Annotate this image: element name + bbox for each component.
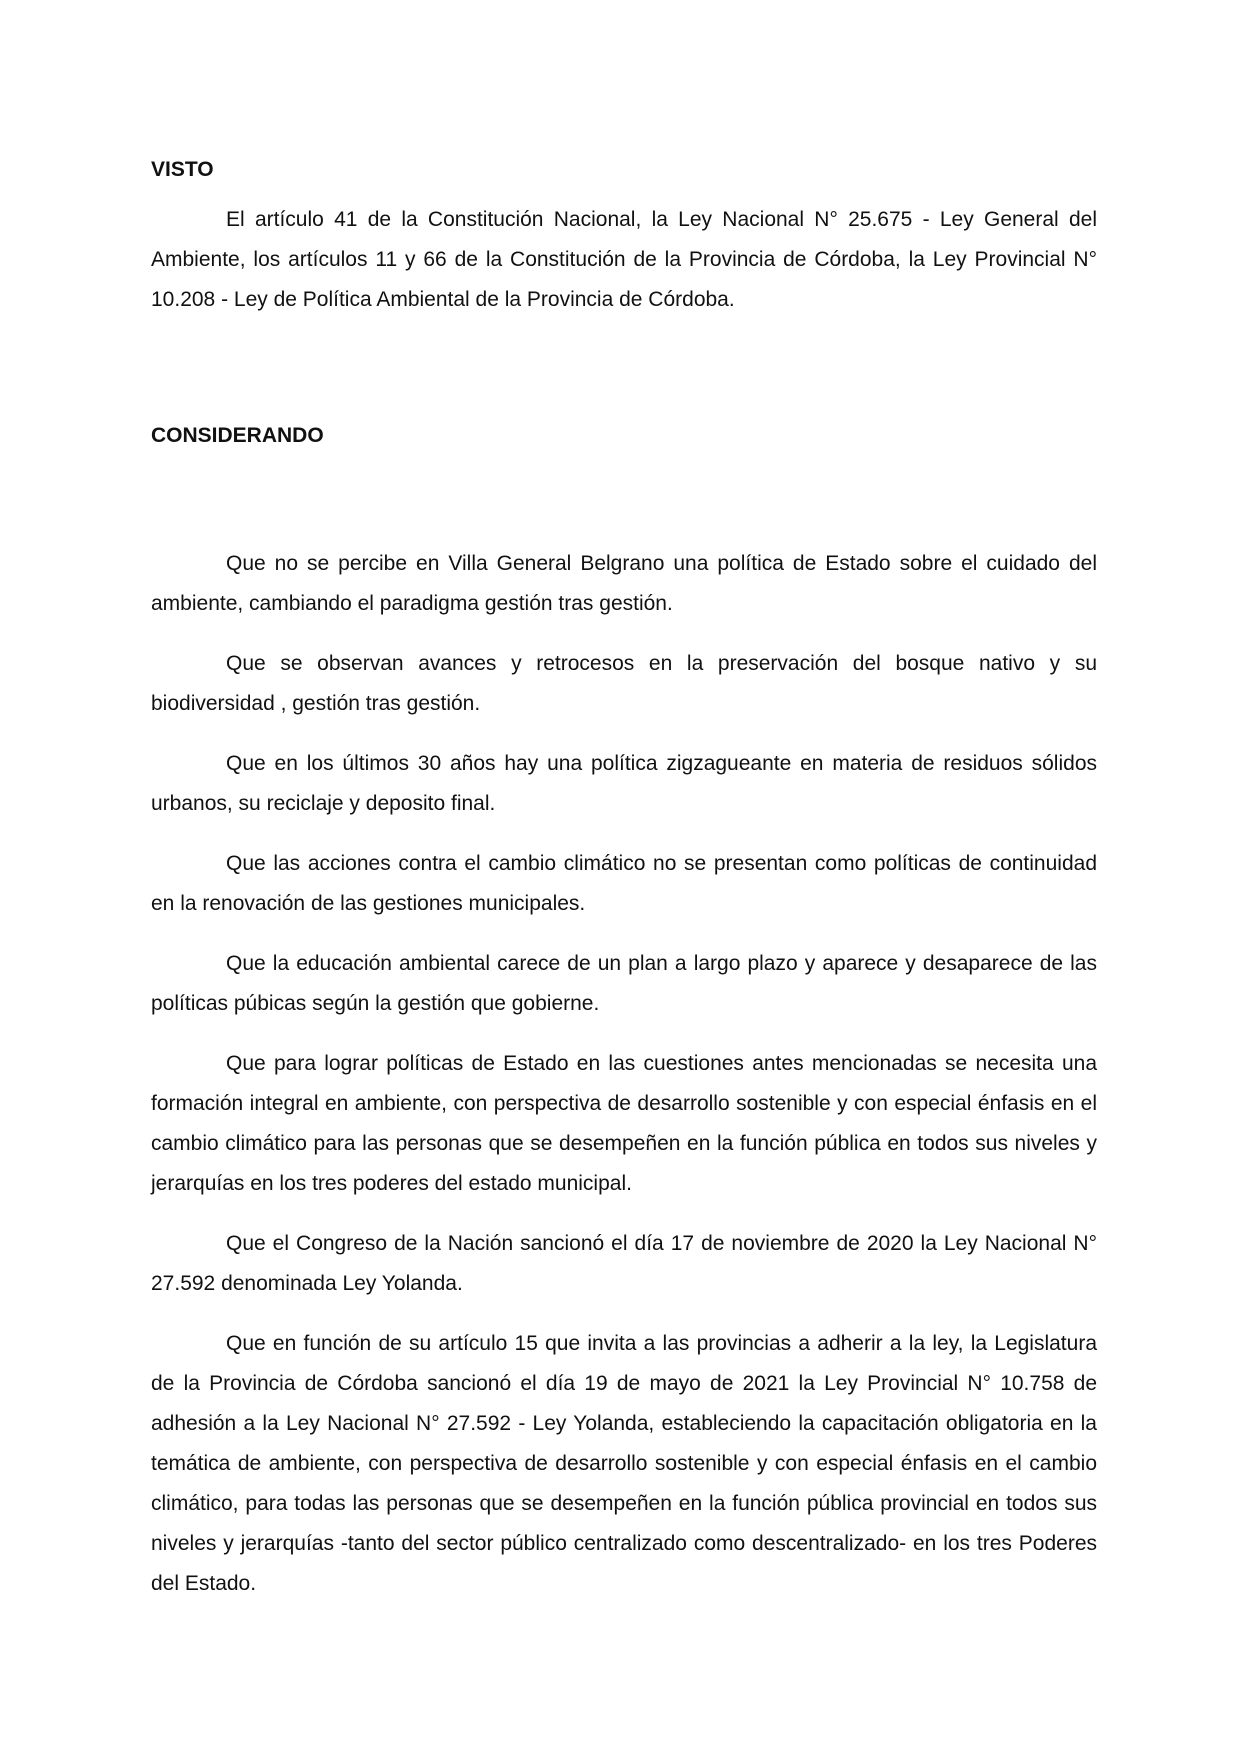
visto-paragraph: El artículo 41 de la Constitución Nacional, la Ley Nacional N° 25.675 - Ley General del Ambiente, los artículos 11 y 66 de la Constitución de la Provincia de Córdoba, la Ley Provincial N° 10.208 - Ley de Política Ambiental de la Provincia de Córdoba. (151, 208, 1097, 311)
considerando-paragraph: Que en función de su artículo 15 que invita a las provincias a adherir a la ley, la Legislatura de la Provincia de Córdoba sancionó el día 19 de mayo de 2021 la Ley Provincial N° 10.758 de adhesión a la Ley Nacional N° 27.592 - Ley Yolanda, estableciendo la capacitación obligatoria en la temática de ambiente, con perspectiva de desarrollo sostenible y con especial énfasis en el cambio climático, para todas las personas que se desempeñen en la función pública provincial en todos sus niveles y jerarquías -tanto del sector público centralizado como descentralizado- en los tres Poderes del Estado. (151, 1332, 1097, 1595)
considerando-paragraph: Que se observan avances y retrocesos en la preservación del bosque nativo y su biodiversidad , gestión tras gestión. (151, 652, 1097, 715)
considerando-paragraph: Que la educación ambiental carece de un plan a largo plazo y aparece y desaparece de las políticas púbicas según la gestión que gobierne. (151, 952, 1097, 1015)
considerando-paragraph: Que el Congreso de la Nación sancionó el día 17 de noviembre de 2020 la Ley Nacional N° 27.592 denominada Ley Yolanda. (151, 1232, 1097, 1295)
considerando-heading: CONSIDERANDO (151, 424, 324, 447)
considerando-paragraph: Que no se percibe en Villa General Belgrano una política de Estado sobre el cuidado del ambiente, cambiando el paradigma gestión tras gestión. (151, 552, 1097, 615)
considerando-paragraph: Que en los últimos 30 años hay una política zigzagueante en materia de residuos sólidos urbanos, su reciclaje y deposito final. (151, 752, 1097, 815)
considerando-paragraph: Que las acciones contra el cambio climático no se presentan como políticas de continuidad en la renovación de las gestiones municipales. (151, 852, 1097, 915)
visto-heading: VISTO (151, 158, 214, 181)
considerando-paragraph: Que para lograr políticas de Estado en las cuestiones antes mencionadas se necesita una formación integral en ambiente, con perspectiva de desarrollo sostenible y con especial énfasis en el cambio climático para las personas que se desempeñen en la función pública en todos sus niveles y jerarquías en los tres poderes del estado municipal. (151, 1052, 1097, 1195)
document-page (151, 150, 1097, 1624)
